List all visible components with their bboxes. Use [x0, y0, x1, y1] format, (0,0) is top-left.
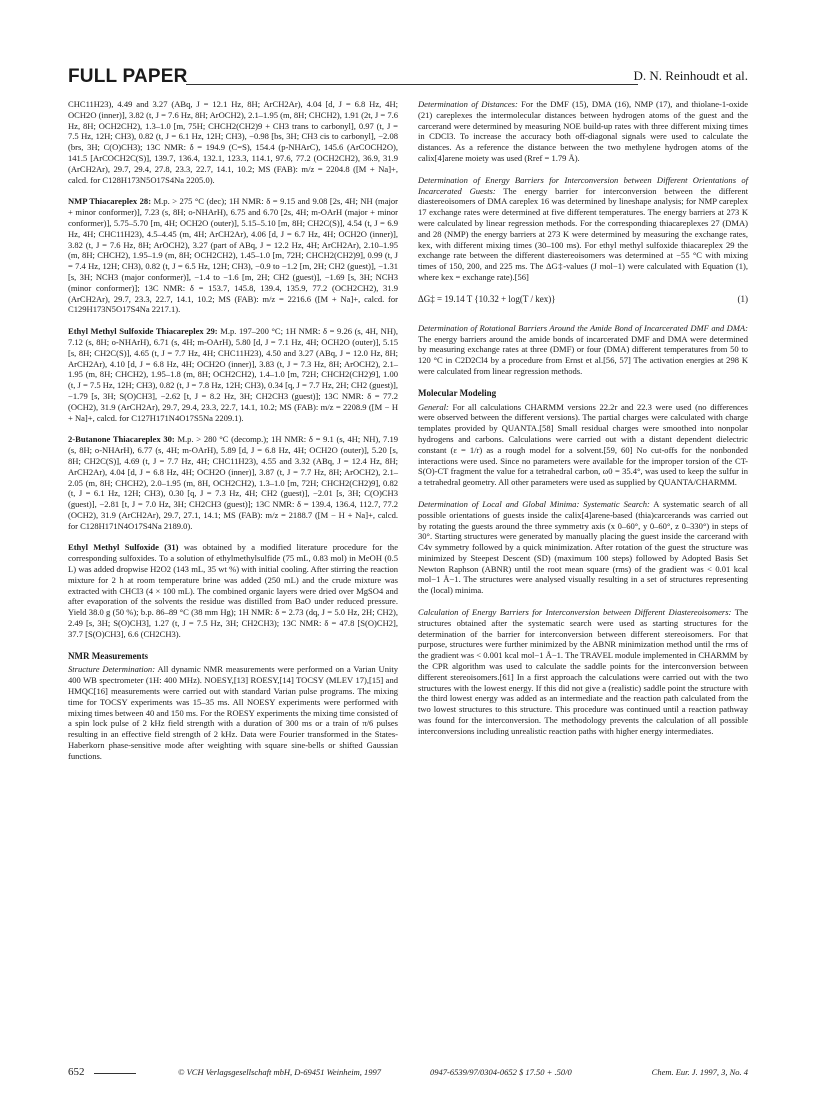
article-code: 0947-6539/97/0304-0652 $ 17.50 + .50/0: [430, 1067, 572, 1077]
paragraph-structure-determination: [68, 664, 398, 761]
subsection-title: Structure Determination:: [68, 664, 156, 675]
page-number: 652: [68, 1066, 85, 1078]
paragraph-text: A systematic search of all possible orientations of guests inside the calix[4]arene-based (thia)carcerands was carried out by rotating the guests around the three symmetry axis (x 0–60°, y 0–60°, z 0–330°) in steps of 30°. Starting structures were generated by manually placing the guest inside the carcerand with C4v symmetry followed by a quick minimization. After rotation of the guest the structure was minimized by Steepest Descent (SD) (maximum 100 steps) followed by Adopted Basis Set Newton Raphson (ABNR) until the root mean square (rms) of the gradient was < 0.01 kcal mol−1 Å−1. The structures were analysed visually resulting in a set of structures representing the (local) minima.: [418, 498, 749, 596]
section-heading-nmr: NMR Measurements: [68, 650, 149, 661]
paragraph-rotational-barriers: [418, 323, 748, 377]
header-rule: [186, 84, 638, 85]
compound-title: Ethyl Methyl Sulfoxide (31): [68, 542, 179, 553]
subsection-title: Determination of Local and Global Minima: Systematic Search:: [418, 498, 650, 509]
paragraph-text: The energy barrier for interconversion between the different diastereoisomers of DMA careplex 16 was determined by lineshape analysis; for NMP careplex 17 exchange rates were determined at five different temperatures. The energy barriers at 273 K were calculated by linear regression methods. For the corresponding thiacareplexes 27 (DMA) and 28 (NMP) the energy barriers at 273 K were determined by measuring the exchange rates, kex, with different mixing times (30–100 ms). For ethyl methyl sulfoxide thiacareplex 29 the exchange rate between the different diastereoisomers was determined at −55 °C with mixing times of 150, 200, and 225 ms. The ΔG‡-values (J mol−1) were calculated with Equation (1), where kex = exchange rate).[56]: [418, 185, 748, 282]
paragraph-text: For all calculations CHARMM versions 22.2r and 22.3 were used (no differences were observed between the different versions). The partial charges were calculated with charge templates provided by QUANTA.[58] Small residual charges were smoothed into nonpolar hydrogens and carbons. Calculations were carried out with a distant dependent dielectric constant (ε = 1/r) as a rough model for a solvent.[59, 60] No cut-offs for the nonbonded interactions were used. Since no parameters were available for the improper torsion of the CT-S(O)-CT fragment the value for a tetrahedral carbon, ω0 = 35.4°, was used to keep the sulfur in a tetrahedral geometry. All other parameters were used as supplied by QUANTA/CHARMM.: [418, 401, 749, 488]
page-header: [68, 68, 748, 90]
paragraph-diastereoisomer-barriers: [418, 607, 748, 737]
subsection-title: Determination of Distances:: [418, 99, 518, 109]
compound-data: M.p. > 275 °C (dec); 1H NMR: δ = 9.15 and 9.08 [2s, 4H; NH (major + minor conformer)], 7.23 (s, 8H; o-NHArH), 6.75 and 6.70 [2s, 4H; m-OArH (major + minor conformer)], 5.75–5.70 [m, 4H; OCH2O (outer)], 5.15–5.10 [m, 8H; CH2C(S)], 4.54 (t, J = 6.9 Hz, 4H; CHC11H23), 4.5–4.45 (m, 4H; ArCH2Ar), 4.06 [d, J = 6.7 Hz, 4H; OCH2O (inner)], 3.82 (t, J = 7.6 Hz, 8H; ArOCH2), 3.27 (part of ABq, J = 12.2 Hz, 4H; ArCH2Ar), 2.10–1.95 (m, 8H; CHCH2), 1.95–1.9 (m, 8H; OCH2CH2), 1.45–1.0 [m, 72H; CHCH2(CH2)9], 0.99 (t, J = 7.4 Hz, 12H; CH3), 0.82 (t, J = 6.5 Hz, 12H; CH3), −0.9 to −1.2 [m, 2H; CH2 (guest)], −1.31 [s, 3H; NCH3 (major conformer)], −1.4 to −1.6 [m, 2H; CH2 (guest)], −1.69 [s, 3H; NCH3 (minor conformer)]; 13C NMR: δ = 153.7, 145.8, 139.4, 135.9, 77.2 (OCH2CH2), 31.9 (ArCH2Ar), 29.7, 23.3, 22.7, 14.1, 10.2; MS (FAB): m/z = 2216.6 ([M + Na]+, calcd. for C129H173N5O17S4Na 2217.1).: [68, 196, 398, 315]
compound-data: M.p. > 280 °C (decomp.); 1H NMR: δ = 9.1 (s, 4H; NH), 7.19 (s, 8H; o-NHArH), 6.77 (s, 4H; m-OArH), 5.89 [d, J = 6.8 Hz, 4H; OCH2O (outer)], 5.20 [s, 8H; CH2C(S)], 4.69 (t, J = 7.7 Hz, 4H; CHC11H23), 4.55 and 3.32 (ABq, J = 12.4 Hz, 8H; ArCH2Ar), 4.04 [d, J = 6.8 Hz, 4H; OCH2O (inner)], 3.87 (t, J = 7.7 Hz, 8H; ArOCH2), 2.1–2.05 (m, 8H; CHCH2), 2.0–1.95 (m, 8H, OCH2CH2), 1.3–1.0 [m, 72H; CHCH2(CH2)9], 0.82 (t, J = 6.1 Hz, 12H; CH3), 0.30 [q, J = 7.3 Hz, 4H; CH2 (guest)], −2.01 [s, 3H; C(O)CH3 (guest)], −2.81 [t, J = 7.0 Hz, 3H; CH2CH3 (guest)]; 13C NMR: δ = 139.4, 136.4, 112.7, 77.2 (OCH2), 31.9 (ArCH2Ar), 29.7, 27.1, 14.1; MS (FAB): m/z = 2188.7 ([M − H + Na]+, calcd. for C128H171N4O17S4Na 2189.0).: [68, 434, 399, 531]
footer-rule: [94, 1073, 136, 1074]
equation-1: [418, 287, 748, 313]
left-column: [68, 99, 398, 762]
section-label: FULL PAPER: [68, 66, 188, 87]
paragraph-nmp-thiacareplex: [68, 196, 398, 315]
paragraph-butanone-thiacareplex: [68, 434, 398, 531]
compound-data: was obtained by a modified literature procedure for the corresponding sulfoxides. To a solution of ethylmethylsulfide (75 mL, 0.83 mol) in MeOH (0.5 L) was added dropwise H2O2 (143 mL, 35 wt %) with initial cooling. After stirring the reaction mixture for 2 h at room temperature brine was added (250 mL) and the crude mixture was extracted with CHCl3 (4 × 100 mL). The combined organic layers were dried over MgSO4 and after evaporation of the solvents the residue was distilled from BaO under reduced pressure. Yield 38.0 g (50 %); b.p. 86–89 °C (38 mm Hg); 1H NMR: δ = 2.73 (dq, J = 5.0 Hz, 2H; CH2), 2.49 [s, 3H; S(O)CH3], 1.27 (t, J = 7.5 Hz, 3H; CH2CH3); 13C NMR: δ = 47.8 [S(O)CH2], 37.7 [S(O)CH3], 6.6 (CH2CH3).: [68, 542, 398, 639]
paragraph-text: The structures obtained after the systematic search were used as starting structures for the determination of the barrier for interconversion between different stereoisomers. For that purpose, structures were further minimized by the ABNR minimization method until the rms of the gradient was < 0.001 kcal mol−1 Å−1. The TRAVEL module implemented in CHARMM by the CPR algorithm was used to calculate the saddle points for the interconversion between different stereoisomers.[61] In a first approach the calculations were carried out with the two structures with the lowest energy. If this did not give a (realistic) saddle point the structure with the third lowest energy was added as an intermediate and the reaction path calculated from the two lowest structures to this structure. This procedure was continued until a reaction pathway was found for the interconversion. The methodology prevents the calculation of all possible interconversions including unrealistic reaction paths with higher energy intermediates.: [418, 607, 749, 736]
paragraph-energy-barriers: [418, 175, 748, 283]
equation-body: ΔG‡ = 19.14 T {10.32 + log(T / kex)}: [418, 293, 556, 304]
running-author: D. N. Reinhoudt et al.: [633, 68, 748, 83]
subsection-title: Calculation of Energy Barriers for Interconversion between Different Diastereoisomers:: [418, 607, 732, 618]
paragraph-determination-of-distances: [418, 99, 748, 164]
publisher-line: © VCH Verlagsgesellschaft mbH, D-69451 Weinheim, 1997: [178, 1067, 382, 1077]
section-heading-modeling: Molecular Modeling: [418, 387, 497, 398]
paragraph-compound-data-continued: CHC11H23), 4.49 and 3.27 (ABq, J = 12.1 Hz, 8H; ArCH2Ar), 4.04 [d, J = 6.8 Hz, 4H; OCH2O (inner)], 3.82 (t, J = 7.6 Hz, 8H; ArOCH2), 2.1–1.95 (m, 8H; CHCH2), 1.91 (2t, J = 7.6 Hz, 8H; OCH2CH2), 1.3–1.0 [m, 75H; CHCH2(CH2)9 + CH3 trans to carbonyl], 0.97 (t, J = 7.5 Hz, 12H; CH3), 0.82 (t, J = 6.1 Hz, 12H; CH3), −0.98 [bs, 3H; CH3 cis to carbonyl], −2.08 (brs, 3H; C(O)CH3); 13C NMR: δ = 194.9 (C=S), 154.4 (p-NHArC), 145.6 (ArCOCH2O), 141.5 [ArCOCH2C(S)], 139.7, 136.4, 132.1, 123.3, 114.1, 97.6, 77.2 (OCH2CH2), 36.9, 31.9 (ArCH2Ar), 29.7, 29.4, 27.8, 23.3, 22.7, 14.1, 10.2; MS (FAB): m/z = 2204.8 ([M + Na]+, calcd. for C128H173N5O17S4Na 2205.0).: [68, 99, 398, 185]
paragraph-systematic-search: [418, 499, 748, 596]
right-column: [418, 99, 748, 737]
paragraph-text: All dynamic NMR measurements were performed on a Varian Unity 400 WB spectrometer (1H: 400 MHz). NOESY,[13] ROESY,[14] TOCSY (MLEV 17),[15] and HMQC[16] measurements were carried out with standard Varian pulse programs. The mixing time for TOCSY experiments was 15–35 ms. All NOESY experiments were performed with mixing times between 40 and 150 ms. For the ROESY experiments the mixing time consisted of a spin lock pulse of 2 kHz field strength with a duration of 300 ms or a train of π/6 pulses resulting in an effective field strength of 2 kHz. Data were Fourier transformed in the States-Haberkorn phase-sensitive mode after weighting with square sine-bells or shifted Gaussian functions.: [68, 664, 398, 761]
paragraph-ethyl-methyl-sulfoxide-thiacareplex: [68, 326, 398, 423]
paragraph-general: [418, 402, 748, 488]
compound-title: 2-Butanone Thiacareplex 30:: [68, 434, 175, 445]
paragraph-text: For the DMF (15), DMA (16), NMP (17), and thiolane-1-oxide (21) careplexes the intermolecular distances between hydrogen atoms of the guest and the carcerand were determined by measuring NOE build-up rates with three different mixing times in CDCl3. To increase the accuracy both off-diagonal signals were used to calculate the distances. As a reference the distance between the two methylene hydrogen atoms of the calix[4]arene moiety was used (Rref = 1.79 Å).: [418, 99, 748, 163]
subsection-title: Determination of Energy Barriers for Interconversion between Different Orientations of Incarcerated Guests:: [418, 174, 748, 196]
equation-number: (1): [737, 293, 748, 304]
subsection-title: General:: [418, 401, 449, 412]
journal-citation: Chem. Eur. J. 1997, 3, No. 4: [651, 1067, 748, 1077]
compound-data: M.p. 197–200 °C; 1H NMR: δ = 9.26 (s, 4H, NH), 7.12 (s, 8H; o-NHArH), 6.71 (s, 4H; m-OArH), 5.80 [d, J = 7.1 Hz, 4H; OCH2O (outer)], 5.15 [s, 8H; CH2C(S)], 4.65 (t, J = 7.7 Hz, 4H; CHC11H23), 4.50 and 3.27 (ABq, J = 12.0 Hz, 8H; ArCH2Ar), 4.10 [d, J = 6.8 Hz, 4H; OCH2O (inner)], 3.83 (t, J = 7.3 Hz, 8H; ArOCH2), 2.1–1.95 (m, 8H; CHCH2), 1.95–1.8 (m, 8H; OCH2CH2), 1.4–1.0 [m, 72H; CHCH2(CH2)9], 1.00 (t, J = 7.5 Hz, 12H; CH3), 0.82 (t, J = 7.8 Hz, 12H; CH3), 0.34 [q, J = 7.7 Hz, 2H; CH2 (guest)], −1.79 [s, 3H; S(O)CH3], −2.62 [t, J = 8.2 Hz, 3H; CH2CH3 (guest)]; 13C NMR: δ = 77.2 (OCH2), 31.9 (ArCH2Ar), 29.7, 29.4, 23.3, 22.7, 14.1, 10.2; MS (FAB): m/z = 2208.9 ([M − H + Na]+, calcd. for C127H171N4O17S5Na 2209.1).: [68, 326, 398, 423]
compound-title: Ethyl Methyl Sulfoxide Thiacareplex 29:: [68, 326, 218, 337]
compound-title: NMP Thiacareplex 28:: [68, 196, 152, 207]
subsection-title: Determination of Rotational Barriers Around the Amide Bond of Incarcerated DMF and DMA:: [418, 322, 748, 333]
paragraph-ethyl-methyl-sulfoxide: [68, 542, 398, 639]
page-footer: [68, 1067, 748, 1081]
paragraph-text: The energy barriers around the amide bonds of incarcerated DMF and DMA were determined by measuring exchange rates at three (DMF) or four (DMA) different temperatures from 50 to 120 °C in C2D2Cl4 by a procedure from Ernst et al.[56, 57] The activation energies at 298 K were calculated from linear regression methods.: [418, 333, 748, 376]
